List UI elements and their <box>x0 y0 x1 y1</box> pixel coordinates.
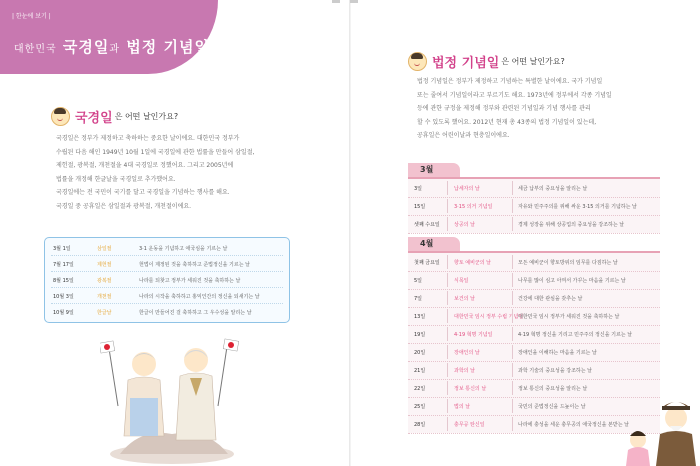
name-cell: 충무공 탄신일 <box>454 422 485 428</box>
paragraph-line: 법정 기념일은 정부가 제정하고 기념하는 특별한 날이에요. 국가 기념일 <box>417 78 603 85</box>
name-cell: 보건의 날 <box>454 296 475 302</box>
page-fold <box>349 0 351 466</box>
day-cell: 20일 <box>414 350 426 356</box>
holiday-desc: 3·1 운동을 기념하고 애국심을 기르는 날 <box>139 246 228 252</box>
desc-cell: 국민의 준법정신을 드높이는 날 <box>518 404 586 410</box>
table-row <box>45 239 289 255</box>
heading-main: 국경일 <box>75 111 113 126</box>
paragraph-line: 법률을 개정해 한글날을 국경일로 추가했어요. <box>56 175 176 183</box>
heading-main: 법정 기념일 <box>432 56 500 71</box>
name-cell: 식목일 <box>454 278 469 284</box>
name-cell: 상공의 날 <box>454 222 475 228</box>
table-row <box>45 271 289 287</box>
name-cell: 3·15 의거 기념일 <box>454 204 493 210</box>
table-row <box>408 289 660 308</box>
paragraph-line: 할 수 있도록 했어요. 2012년 현재 총 43종의 법정 기념일이 있는데, <box>417 118 597 126</box>
desc-cell: 모든 예비군이 향토방위의 임무를 다짐하는 날 <box>518 260 618 266</box>
table-row <box>45 255 289 271</box>
holiday-desc: 헌법이 제정된 것을 축하하고 준법정신을 기르는 날 <box>139 262 250 268</box>
desc-cell: 4·19 혁명 정신을 기리고 민주주의 정신을 기르는 날 <box>518 332 633 338</box>
name-cell: 향토 예비군의 날 <box>454 260 491 266</box>
day-cell: 3일 <box>414 186 423 192</box>
desc-cell: 자유와 민주주의를 위해 싸운 3·15 의거를 기념하는 날 <box>518 204 637 210</box>
day-cell: 21일 <box>414 368 426 374</box>
paragraph-line: 또는 줄여서 기념일이라고 부르기도 해요. 1973년에 정부에서 각종 기념일 <box>417 91 612 99</box>
holiday-date: 3월 1일 <box>53 246 71 252</box>
holiday-date: 7월 17일 <box>53 262 74 268</box>
name-cell: 과학의 날 <box>454 368 475 374</box>
paragraph-line: 수립된 다음 해인 1949년 10월 1일에 국경일에 관한 법률을 만들어 삼일절, <box>56 148 255 156</box>
table-row <box>45 303 289 319</box>
title-main-2: 법정 기념일 <box>126 38 210 56</box>
national-holiday-heading <box>51 107 178 126</box>
paragraph-line: 국경일은 정부가 제정하고 축하하는 중요한 날이에요. 대한민국 정부가 <box>56 135 240 142</box>
memorial-day-heading <box>408 52 565 71</box>
holiday-name: 광복절 <box>97 278 112 284</box>
day-cell: 5일 <box>414 278 423 284</box>
day-cell: 13일 <box>414 314 426 320</box>
name-cell: 정보 통신의 날 <box>454 386 487 392</box>
name-cell: 장애인의 날 <box>454 350 480 356</box>
table-row <box>408 215 660 234</box>
holiday-date: 10월 3일 <box>53 294 74 300</box>
holiday-desc: 한글이 만들어진 걸 축하하고 그 우수성을 알리는 날 <box>139 310 252 316</box>
desc-cell: 세금 납부의 중요성을 알리는 날 <box>518 186 588 192</box>
title-main-1: 국경일 <box>62 38 110 56</box>
paragraph-line: 국경일에는 전 국민이 국기를 달고 국경일을 기념하는 행사를 해요. <box>56 189 230 196</box>
desc-cell: 과학 기술의 중요성을 강조하는 날 <box>518 368 592 374</box>
month-label-march: 3월 <box>408 163 460 177</box>
table-row <box>408 343 660 362</box>
table-row <box>408 179 660 198</box>
day-cell: 25일 <box>414 404 426 410</box>
paragraph-line: 등에 관한 규정을 제정해 정부와 관련된 기념일과 기념 행사를 관리 <box>417 105 591 112</box>
heading-sub: 은 어떤 날인가요? <box>114 112 179 121</box>
desc-cell: 경제 성장을 위해 상공업의 중요성을 강조하는 날 <box>518 222 625 228</box>
day-cell: 첫째 금요일 <box>414 260 440 266</box>
title-prefix: 대한민국 <box>14 44 57 55</box>
national-holidays-table <box>44 237 290 323</box>
grandparents-with-flags-illustration <box>100 336 240 466</box>
name-cell: 납세자의 날 <box>454 186 480 192</box>
paragraph-line: 국경일 중 공휴일은 삼일절과 광복절, 개천절이에요. <box>56 202 192 210</box>
table-row <box>408 271 660 290</box>
memorial-day-paragraph <box>417 75 672 143</box>
desc-cell: 건강에 대한 관심을 갖추는 날 <box>518 296 583 302</box>
march-memorial-table <box>408 177 660 233</box>
child-face-icon <box>408 52 427 71</box>
holiday-desc: 나라를 되찾고 정부가 세워진 것을 축하하는 날 <box>139 278 241 284</box>
desc-cell: 나무를 많이 심고 아껴서 가꾸는 마음을 기르는 날 <box>518 278 626 284</box>
day-cell: 7일 <box>414 296 423 302</box>
title-conjunction: 과 <box>109 44 121 55</box>
table-row <box>408 307 660 326</box>
child-face-icon <box>51 107 70 126</box>
day-cell: 19일 <box>414 332 426 338</box>
name-cell: 대한민국 임시 정부 수립 기념일 <box>454 314 524 320</box>
table-row <box>408 361 660 380</box>
month-label-april: 4월 <box>408 237 460 251</box>
day-cell: 셋째 수요일 <box>414 222 440 228</box>
day-cell: 28일 <box>414 422 426 428</box>
admiral-and-child-illustration <box>622 396 700 466</box>
paragraph-line: 제헌절, 광복절, 개천절을 4대 국경일로 정했어요. 그리고 2005년에 <box>56 162 234 169</box>
holiday-name: 개천절 <box>97 294 112 300</box>
day-cell: 15일 <box>414 204 426 210</box>
name-cell: 4·19 혁명 기념일 <box>454 332 493 338</box>
name-cell: 법의 날 <box>454 404 471 410</box>
section-tab: | 한눈에 보기 | <box>12 13 51 20</box>
top-register-marks <box>330 0 370 4</box>
desc-cell: 나라에 충성을 세운 충무공의 애국정신을 본받는 날 <box>518 422 629 428</box>
title-banner <box>0 0 218 74</box>
day-cell: 22일 <box>414 386 426 392</box>
table-row <box>408 325 660 344</box>
table-row <box>45 287 289 303</box>
holiday-date: 8월 15일 <box>53 278 74 284</box>
table-row <box>408 197 660 216</box>
holiday-date: 10월 9일 <box>53 310 74 316</box>
desc-cell: 정보 통신의 중요성을 알리는 날 <box>518 386 588 392</box>
desc-cell: 장애인을 이해하는 마음을 기르는 날 <box>518 350 597 356</box>
desc-cell: 대한민국 임시 정부가 세워진 것을 축하하는 날 <box>518 314 620 320</box>
holiday-name: 한글날 <box>97 310 112 316</box>
holiday-desc: 나라의 시작을 축하하고 홍익인간의 정신을 되새기는 날 <box>139 294 260 300</box>
national-holiday-paragraph <box>56 132 254 213</box>
holiday-name: 제헌절 <box>97 262 112 268</box>
paragraph-line: 공휴일은 어린이날과 현충일이에요. <box>417 132 510 139</box>
table-row <box>408 253 660 272</box>
page-title <box>14 36 210 57</box>
heading-sub: 은 어떤 날인가요? <box>501 57 565 66</box>
holiday-name: 삼일절 <box>97 246 112 252</box>
